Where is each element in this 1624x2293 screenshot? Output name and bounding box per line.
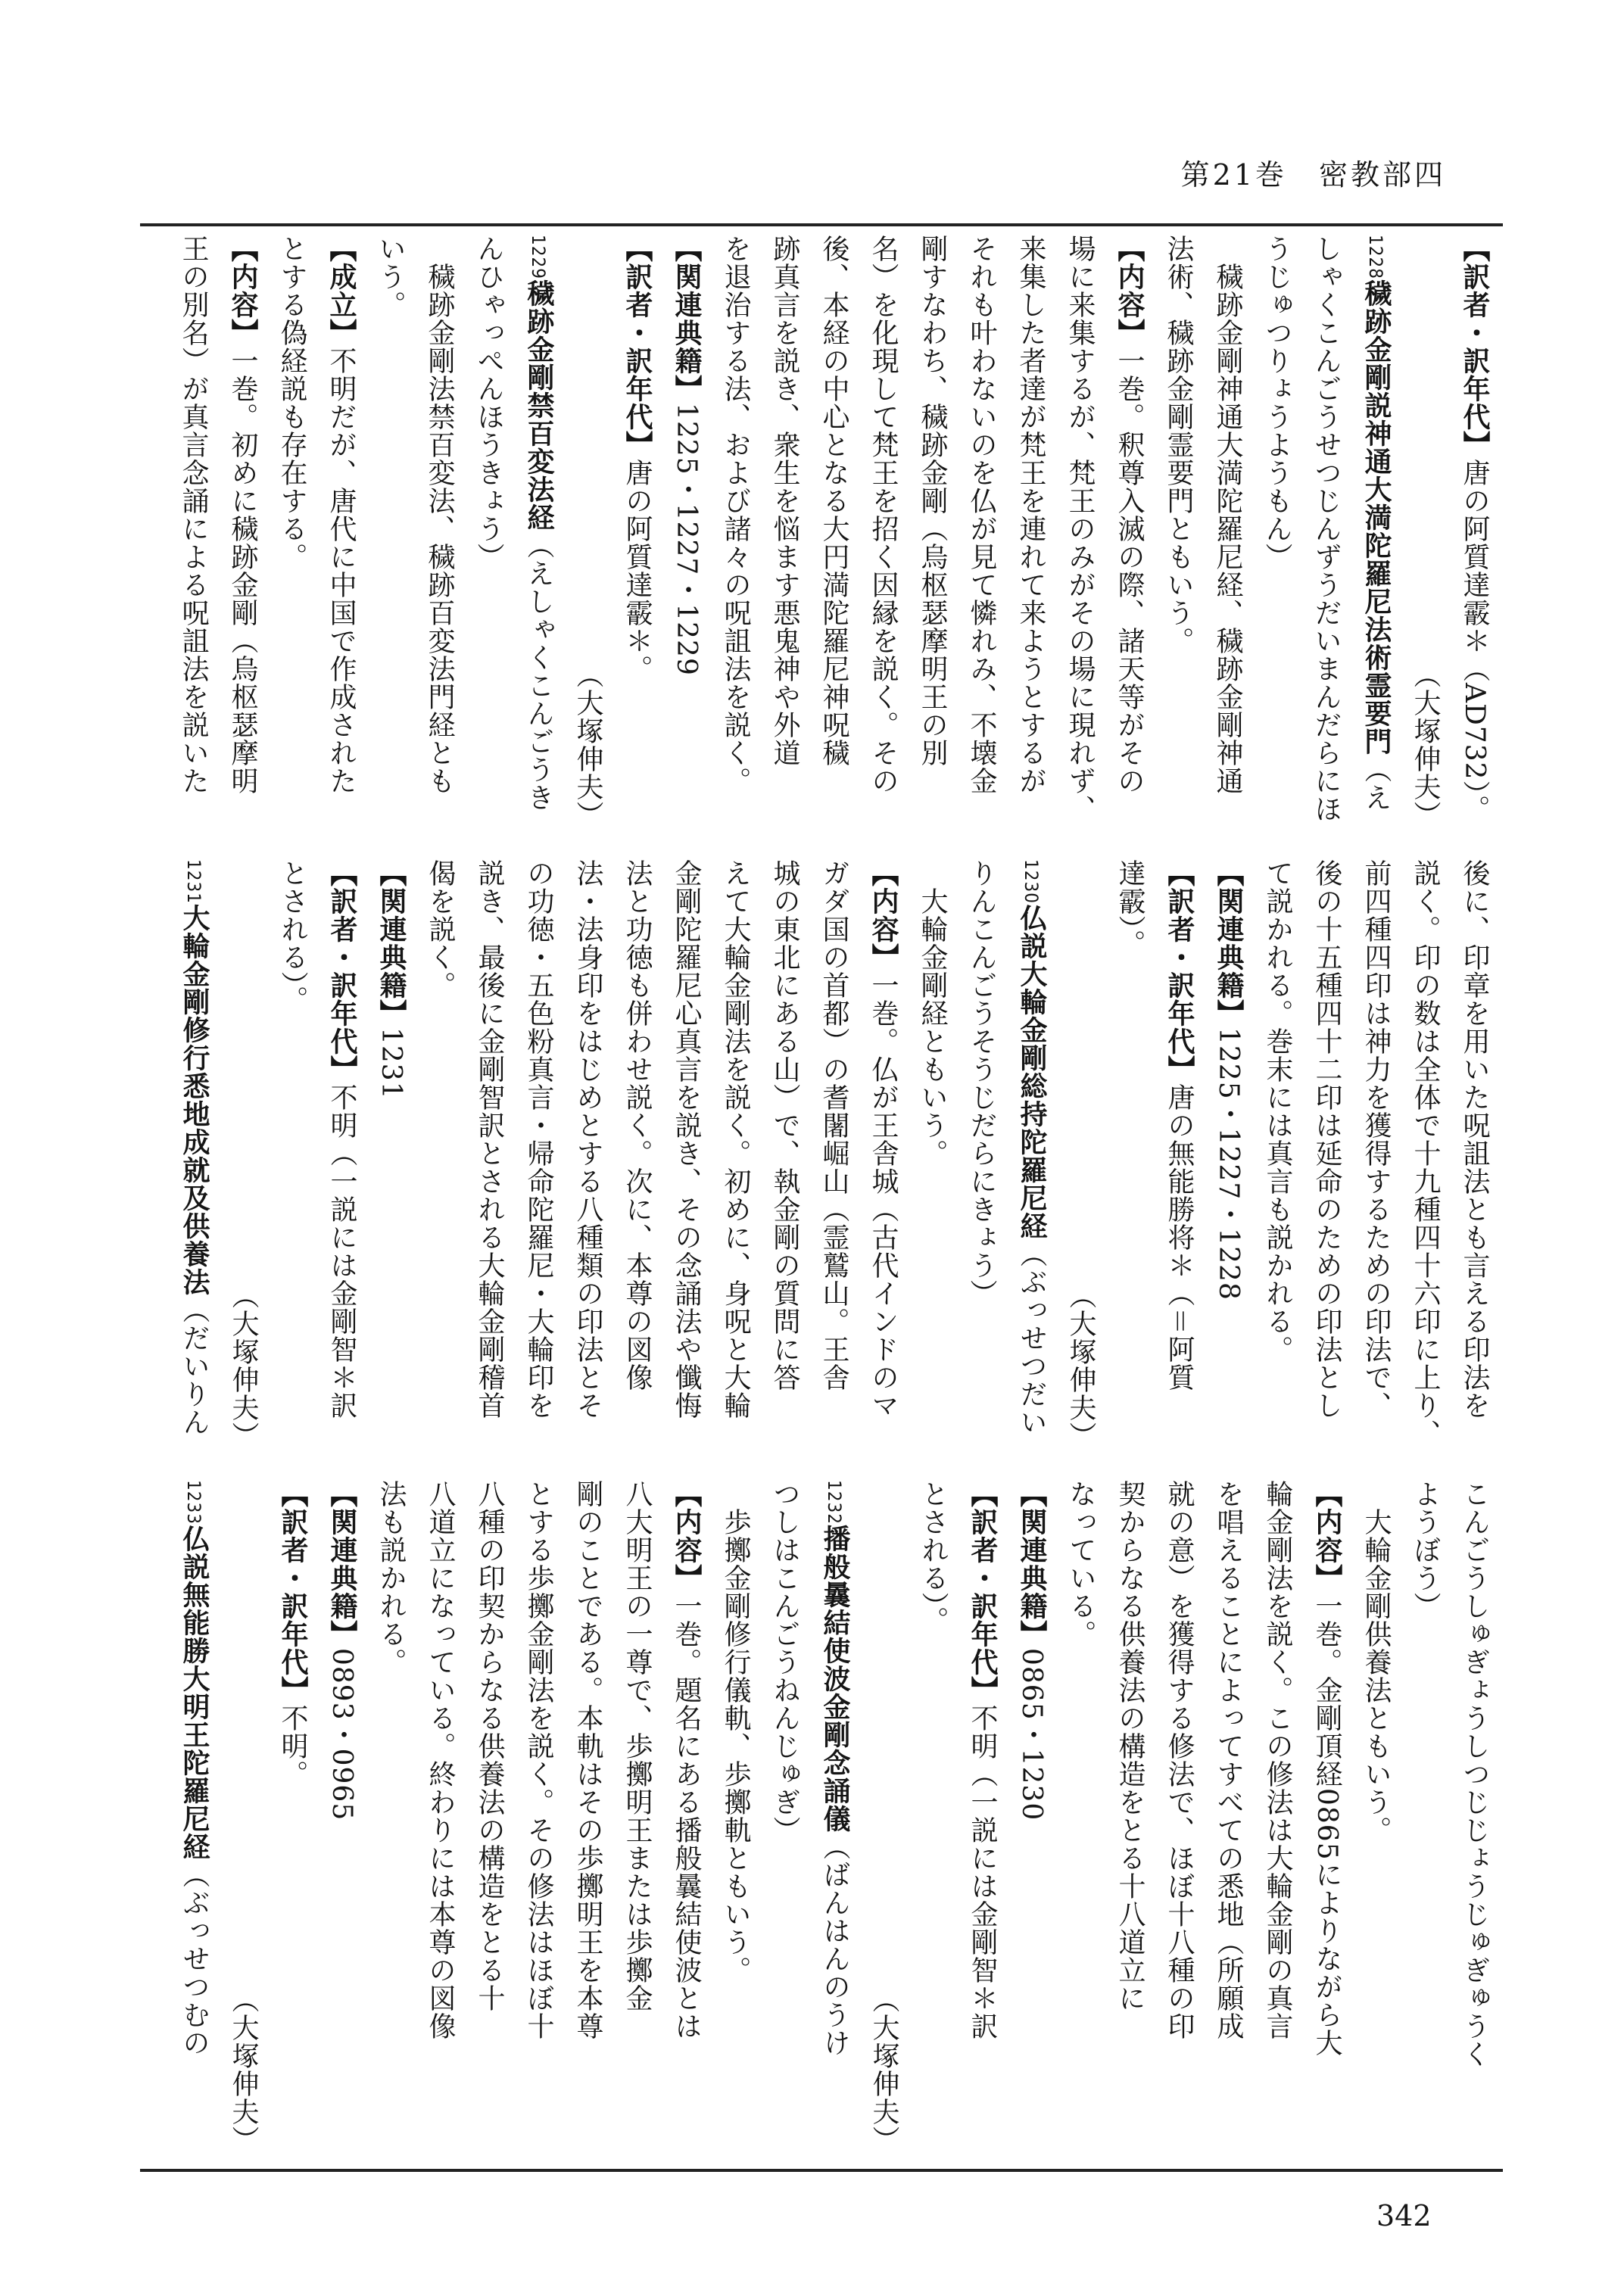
- body-line: 跡真言を説き、衆生を悩ます悪鬼神や外道: [769, 235, 800, 767]
- entry-number: 1228: [1365, 235, 1386, 279]
- field-value: 0865・1230: [1016, 1648, 1047, 1821]
- entry-heading: [1006, 859, 1056, 1450]
- body-line: [316, 235, 366, 829]
- body-line: 剛のことである。本軌はその歩擲明王を本尊: [572, 1480, 603, 2040]
- body-line: つしはこんごうねんじゅぎ）: [769, 1480, 800, 1844]
- body-line: 説く。印の数は全体で十九種四十六印に上り、: [1410, 859, 1441, 1447]
- field-label: 【訳者・訳年代】: [277, 1480, 308, 1704]
- field-value: 不明（一説には金剛智＊訳: [967, 1704, 998, 2040]
- body-line: [662, 235, 711, 829]
- body-line: [1204, 859, 1253, 1450]
- body-line: [1302, 1480, 1351, 2154]
- field-value: 不明。: [277, 1704, 308, 1788]
- body-line: 剛すなわち、穢跡金剛（烏枢瑟摩明王の別: [917, 235, 948, 767]
- field-label: 【関連典籍】: [1213, 859, 1244, 1027]
- entry-title: 穢跡金剛禁百変法経: [523, 279, 554, 531]
- body-line: とされる）。: [277, 859, 308, 1014]
- body-line: の功徳・五色粉真言・帰命陀羅尼・大輪印を: [523, 859, 554, 1419]
- body-line: 名）を化現して梵王を招く因縁を説く。その: [868, 235, 899, 795]
- entry-title: 大輪金剛修行悉地成就及供養法: [179, 903, 210, 1296]
- field-label: 【訳者・訳年代】: [1459, 235, 1490, 459]
- entry-reading: （ぶっせつだい: [1016, 1239, 1047, 1436]
- body-line: 後の十五種四十二印は延命のための印法とし: [1311, 859, 1342, 1419]
- author-credit: （大塚伸夫）: [868, 1986, 899, 2154]
- field-label: 【関連典籍】: [326, 1480, 357, 1648]
- body-line: 穢跡金剛法禁百変法、穢跡百変法門経とも: [424, 235, 455, 795]
- author-credit: （大塚伸夫）: [572, 661, 603, 829]
- body-line: それも叶わないのを仏が見て憐れみ、不壊金: [966, 235, 997, 795]
- body-line: [268, 1480, 317, 2154]
- body-line: 法と功徳も併わせ説く。次に、本尊の図像: [622, 859, 653, 1391]
- body-line: 大輪金剛経ともいう。: [917, 859, 948, 1167]
- body-line: 法も説かれる。: [376, 1480, 407, 1676]
- entry-heading: [809, 1480, 859, 2154]
- field-value: 唐の阿質達霰＊。: [622, 459, 653, 683]
- field-label: 【訳者・訳年代】: [967, 1480, 998, 1704]
- text-tier-1: [144, 235, 1499, 829]
- body-line: [1155, 859, 1204, 1450]
- body-line: 法術、穢跡金剛霊要門ともいう。: [1163, 235, 1194, 655]
- body-line: 八種の印契からなる供養法の構造をとる十: [474, 1480, 505, 2012]
- entry-number: 1233: [183, 1480, 204, 1525]
- body-line: 就の意）を獲得する修法で、ほぼ十八種の印: [1164, 1480, 1195, 2040]
- body-line: [1007, 1480, 1056, 2154]
- body-line: 後に、印章を用いた呪詛法とも言える印法を: [1459, 859, 1490, 1419]
- entry-title: 仏説無能勝大明王陀羅尼経: [179, 1524, 210, 1861]
- running-header: 第21巻 密教部四: [1180, 158, 1446, 192]
- body-line: 大輪金剛供養法ともいう。: [1361, 1480, 1392, 1844]
- body-line: [366, 859, 416, 1450]
- author-credit: （大塚伸夫）: [228, 1986, 259, 2154]
- body-line: て説かれる。巻末には真言も説かれる。: [1262, 859, 1293, 1363]
- field-value: 一巻。釈尊入滅の際、諸天等がその: [1114, 347, 1145, 795]
- body-line: 歩擲金剛修行儀軌、歩擲軌ともいう。: [720, 1480, 751, 1984]
- field-label: 【内容】: [868, 859, 899, 971]
- entry-number: 1229: [528, 235, 549, 279]
- body-line: んひゃっぺんほうきょう）: [473, 235, 504, 571]
- body-line: 説き、最後に金剛智訳とされる大輪金剛稽首: [474, 859, 505, 1419]
- body-line: [1105, 235, 1154, 829]
- field-value: 一巻。金剛頂経0865によりながら大: [1311, 1592, 1342, 2057]
- field-label: 【関連典籍】: [376, 859, 407, 1027]
- body-line: [662, 1480, 711, 2154]
- body-line: 城の東北にある山）で、執金剛の質問に答: [769, 859, 800, 1391]
- body-line: えて大輪金剛法を説く。初めに、身呪と大輪: [720, 859, 751, 1419]
- body-line: を退治する法、および諸々の呪詛法を説く。: [720, 235, 751, 795]
- field-label: 【内容】: [1114, 235, 1145, 347]
- entry-heading: [1351, 235, 1401, 829]
- body-line: 後、本経の中心となる大円満陀羅尼神呪穢: [818, 235, 849, 767]
- body-line: りんこんごうそうじだらにきょう）: [966, 859, 997, 1307]
- body-line: 法・法身印をはじめとする八種類の印法とそ: [572, 859, 603, 1419]
- field-label: 【成立】: [326, 235, 357, 347]
- entry-heading: [169, 1480, 219, 2154]
- entry-title: 穢跡金剛説神通大満陀羅尼法術霊要門: [1361, 279, 1392, 756]
- field-label: 【内容】: [227, 235, 258, 347]
- body-line: 穢跡金剛神通大満陀羅尼経、穢跡金剛神通: [1212, 235, 1243, 795]
- entry-reading: （え: [1361, 755, 1392, 812]
- field-value: 唐の阿質達霰＊（AD732）。: [1459, 459, 1490, 823]
- field-label: 【訳者・訳年代】: [622, 235, 653, 459]
- body-line: なっている。: [1065, 1480, 1096, 1648]
- entry-number: 1231: [183, 859, 204, 904]
- body-line: 場に来集するが、梵王のみがその場に現れず、: [1064, 235, 1096, 823]
- field-label: 【内容】: [671, 1480, 702, 1592]
- body-line: 八大明王の一尊で、歩擲明王または歩擲金: [622, 1480, 653, 2012]
- text-tier-2: [144, 859, 1499, 1450]
- field-value: 1231: [376, 1027, 407, 1100]
- body-line: [859, 859, 908, 1450]
- body-line: こんごうしゅぎょうしつじじょうじゅぎゅうく: [1459, 1480, 1490, 2068]
- field-label: 【内容】: [1311, 1480, 1342, 1592]
- entry-reading: （だいりん: [179, 1295, 210, 1436]
- body-line: を唱えることによってすべての悉地（所願成: [1213, 1480, 1244, 2040]
- body-line: 前四種四印は神力を獲得するための印法で、: [1361, 859, 1392, 1419]
- field-value: 一巻。仏が王舎城（古代インドのマ: [868, 971, 899, 1419]
- body-line: ようぼう）: [1410, 1480, 1441, 1620]
- body-line: とする偽経説も存在する。: [276, 235, 307, 571]
- author-credit: （大塚伸夫）: [1065, 1282, 1096, 1450]
- entry-reading: （ぶっせつむの: [179, 1860, 210, 2057]
- body-line: うじゅつりょうようもん）: [1261, 235, 1292, 571]
- entry-reading: （えしゃくこんごうき: [523, 531, 554, 812]
- body-line: [613, 235, 662, 829]
- text-tier-3: [144, 1480, 1499, 2154]
- body-line: ガダ国の首都）の耆闍崛山（霊鷲山。王舎: [818, 859, 849, 1391]
- body-line: 輪金剛法を説く。この修法は大輪金剛の真言: [1262, 1480, 1293, 2040]
- field-value: 1225・1227・1229: [671, 403, 702, 676]
- body-line: 八道立になっている。終わりには本尊の図像: [425, 1480, 456, 2040]
- entry-title: 播般曩結使波金剛念誦儀: [819, 1524, 850, 1833]
- body-line: 金剛陀羅尼心真言を説き、その念誦法や懺悔: [671, 859, 702, 1419]
- body-line: 来集した者達が梵王を連れて来ようとするが: [1015, 235, 1046, 795]
- entry-title: 仏説大輪金剛総持陀羅尼経: [1016, 903, 1047, 1240]
- body-line: とする歩擲金剛法を説く。その修法はほぼ十: [523, 1480, 554, 2040]
- field-label: 【関連典籍】: [671, 235, 702, 403]
- field-label: 【訳者・訳年代】: [326, 859, 357, 1083]
- body-line: いう。: [375, 235, 406, 319]
- author-credit: （大塚伸夫）: [1410, 661, 1441, 829]
- field-value: 0893・0965: [326, 1648, 357, 1821]
- field-value: 不明（一説には金剛智＊訳: [326, 1083, 357, 1419]
- body-line: とされる）。: [918, 1480, 949, 1634]
- body-line: 契からなる供養法の構造をとる十八道立に: [1114, 1480, 1146, 2012]
- entry-heading: [169, 859, 219, 1450]
- field-value: 1225・1227・1228: [1213, 1027, 1244, 1301]
- author-credit: （大塚伸夫）: [228, 1282, 259, 1450]
- entry-reading: （ばんはんのうけ: [819, 1832, 850, 2057]
- field-value: 一巻。題名にある播般曩結使波とは: [671, 1592, 702, 2040]
- body-line: 達霰）。: [1114, 859, 1146, 958]
- body-line: [958, 1480, 1007, 2154]
- field-value: 一巻。初めに穢跡金剛（烏枢瑟摩明: [227, 347, 258, 795]
- field-label: 【訳者・訳年代】: [1164, 859, 1195, 1083]
- page-number: 342: [1376, 2199, 1432, 2232]
- entry-heading: [513, 235, 563, 829]
- body-line: [317, 859, 366, 1450]
- bottom-rule: [140, 2169, 1503, 2172]
- top-rule: [140, 223, 1503, 226]
- entry-number: 1232: [824, 1480, 845, 1525]
- field-value: 不明だが、唐代に中国で作成された: [326, 347, 357, 795]
- entry-number: 1230: [1021, 859, 1042, 904]
- body-line: [317, 1480, 366, 2154]
- body-line: しゃくこんごうせつじんずうだいまんだらにほ: [1311, 235, 1342, 823]
- body-line: [218, 235, 267, 829]
- body-line: [1450, 235, 1499, 829]
- field-label: 【関連典籍】: [1016, 1480, 1047, 1648]
- body-line: 王の別名）が真言念誦による呪詛法を説いた: [178, 235, 209, 795]
- body-line: 偈を説く。: [425, 859, 456, 999]
- field-value: 唐の無能勝将＊（＝阿質: [1164, 1083, 1195, 1391]
